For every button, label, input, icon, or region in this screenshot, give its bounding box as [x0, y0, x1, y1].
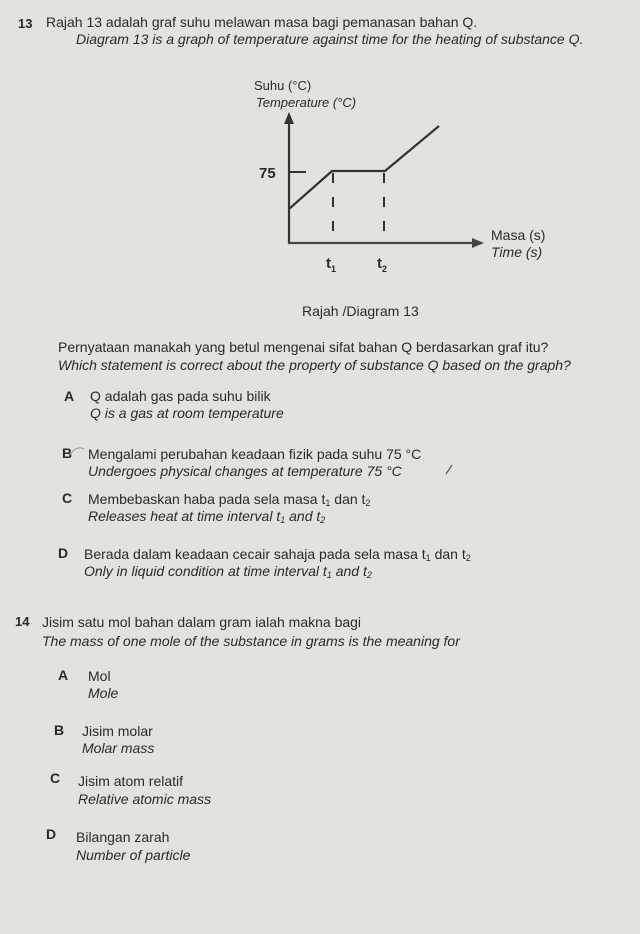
y-axis-arrow [284, 112, 294, 124]
q13-option-c-letter[interactable]: C [62, 490, 73, 506]
q13-option-b-letter[interactable]: B [62, 445, 73, 461]
question-13-stem-malay: Rajah 13 adalah graf suhu melawan masa bagi pemanasan bahan Q. [46, 14, 478, 30]
question-13-stem-english: Diagram 13 is a graph of temperature against time for the heating of substance Q. [76, 31, 584, 47]
y-axis-label-english: Temperature (°C) [256, 95, 357, 110]
q13-option-a-english[interactable]: Q is a gas at room temperature [90, 405, 284, 421]
q14-option-a-letter[interactable]: A [58, 667, 69, 683]
diagram-caption: Rajah /Diagram 13 [302, 303, 419, 319]
q14-option-a-malay[interactable]: Mol [88, 668, 111, 684]
q13-option-c-english[interactable]: Releases heat at time interval $t_1$ and $t_2$ [88, 508, 326, 525]
x-axis-label-english: Time (s) [491, 244, 543, 260]
question-14-stem-english: The mass of one mole of the substance in grams is the meaning for [42, 633, 460, 649]
q14-option-b-malay[interactable]: Jisim molar [82, 723, 153, 739]
q14-option-c-malay[interactable]: Jisim atom relatif [78, 773, 184, 789]
q14-option-a-english[interactable]: Mole [88, 685, 119, 701]
question-14-stem-malay: Jisim satu mol bahan dalam gram ialah makna bagi [42, 614, 362, 630]
q13-option-d-letter[interactable]: D [58, 545, 69, 561]
t1-label: $t_1$ [326, 255, 337, 274]
q14-option-d-malay[interactable]: Bilangan zarah [76, 829, 170, 845]
q13-option-b-english[interactable]: Undergoes physical changes at temperature 75 °C [88, 463, 402, 479]
q14-option-b-letter[interactable]: B [54, 722, 65, 738]
question-14-number: 14 [15, 614, 30, 629]
q14-option-c-english[interactable]: Relative atomic mass [78, 791, 212, 807]
question-13-prompt-english: Which statement is correct about the property of substance Q based on the graph? [58, 357, 571, 373]
t2-label: $t_2$ [377, 255, 388, 274]
y-tick-75: 75 [259, 165, 276, 182]
q14-option-d-letter[interactable]: D [46, 826, 57, 842]
q13-option-d-malay[interactable]: Berada dalam keadaan cecair sahaja pada sela masa $t_1$ dan $t_2$ [84, 546, 471, 563]
q14-option-c-letter[interactable]: C [50, 770, 61, 786]
q13-option-a-malay[interactable]: Q adalah gas pada suhu bilik [90, 388, 271, 404]
q13-option-d-english[interactable]: Only in liquid condition at time interval $t_1$ and $t_2$ [84, 563, 372, 580]
pencil-marks [60, 441, 460, 481]
x-axis-label-malay: Masa (s) [491, 227, 546, 243]
q14-option-d-english[interactable]: Number of particle [76, 847, 191, 863]
question-13-number: 13 [18, 16, 33, 31]
question-13-prompt-malay: Pernyataan manakah yang betul mengenai sifat bahan Q berdasarkan graf itu? [58, 339, 549, 355]
heating-curve [289, 126, 439, 209]
q13-option-c-malay[interactable]: Membebaskan haba pada sela masa $t_1$ dan $t_2$ [88, 491, 371, 508]
diagram-13-graph [0, 0, 640, 320]
x-axis-arrow [472, 238, 484, 248]
q14-option-b-english[interactable]: Molar mass [82, 740, 155, 756]
q13-option-a-letter[interactable]: A [64, 388, 75, 404]
y-axis-label-malay: Suhu (°C) [254, 78, 312, 93]
q13-option-b-malay[interactable]: Mengalami perubahan keadaan fizik pada suhu 75 °C [88, 446, 422, 462]
